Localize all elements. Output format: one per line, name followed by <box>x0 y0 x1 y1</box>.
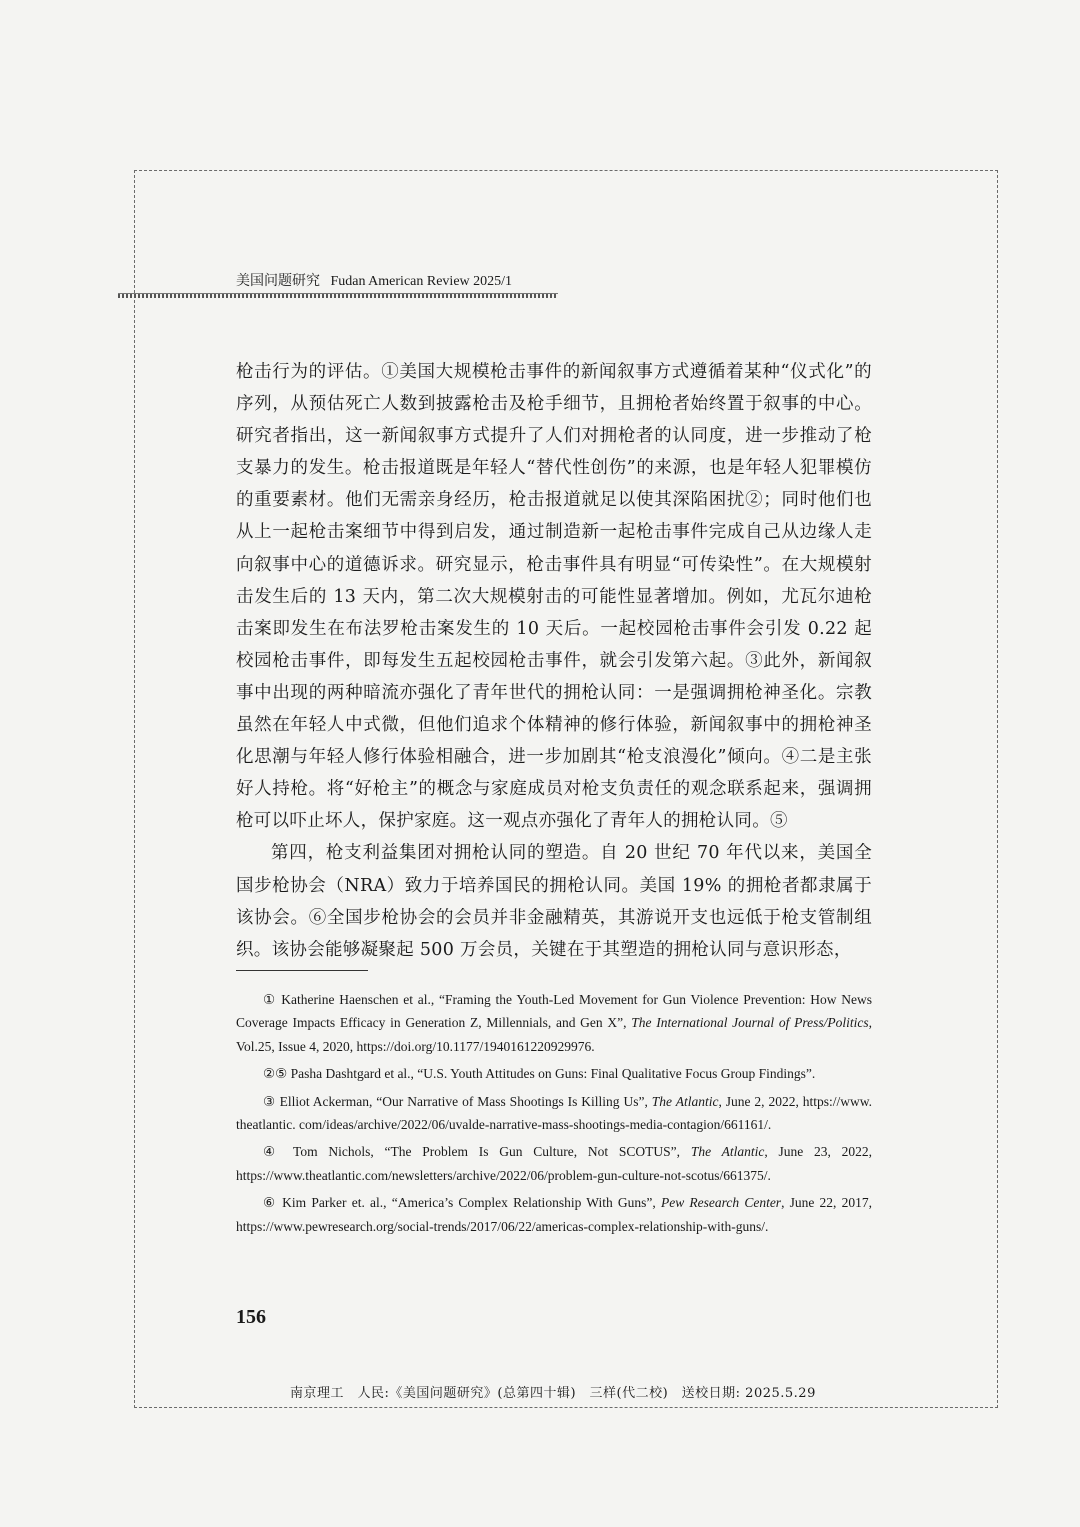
journal-name-cn: 美国问题研究 <box>236 273 320 289</box>
footnote-rule <box>236 970 368 971</box>
paragraph-2: 第四，枪支利益集团对拥枪认同的塑造。自 20 世纪 70 年代以来，美国全国步枪协会（NRA）致力于培养国民的拥枪认同。美国 19% 的拥枪者都隶属于该协会。⑥全国步枪协会的会员并非金融精英，其游说开支也远低于枪支管制组织。该协会能够凝聚起 500 万会员，关键在于其塑造的拥枪认同与意识形态， <box>236 843 872 960</box>
footnote-3: ③ Elliot Ackerman, “Our Narrative of Mass Shootings Is Killing Us”, The Atlantic, June 2, 2022, https://www. theatlantic. com/ideas/archive/2022/06/uvalde-narrative-mass-shootings-media-contagion/661161/. <box>236 1093 873 1133</box>
running-head <box>236 270 512 290</box>
proof-info-line: 南京理工 人民:《美国问题研究》(总第四十辑) 三样(代二校) 送校日期: 2025.5.29 <box>290 1386 816 1401</box>
footnotes <box>236 988 872 1242</box>
page-number: 156 <box>236 1306 266 1328</box>
footnote-4: ④ Tom Nichols, “The Problem Is Gun Culture, Not SCOTUS”, The Atlantic, June 23, 2022, https://www.theatlantic.com/newsletters/archive/2022/06/problem-gun-culture-not-scotus/661375/. <box>236 1144 873 1183</box>
journal-name-en: Fudan American Review 2025/1 <box>330 274 513 289</box>
footnote-1: ① Katherine Haenschen et al., “Framing the Youth-Led Movement for Gun Violence Prevention: How News Coverage Impacts Efficacy in Generation Z, Millennials, and Gen X”, The International Journal of Press/Politics, Vol.25, Issue 4, 2020, https://doi.org/10.1177/1940161220929976. <box>236 992 872 1054</box>
footnote-6: ⑥ Kim Parker et. al., “America’s Complex Relationship With Guns”, Pew Research Center, June 22, 2017, https://www.pewresearch.org/social-trends/2017/06/22/americas-complex-relationship-with-guns/. <box>236 1195 873 1234</box>
footnote-2-5: ②⑤ Pasha Dashtgard et al., “U.S. Youth Attitudes on Guns: Final Qualitative Focus Group Findings”. <box>263 1066 816 1082</box>
header-rule <box>118 293 558 298</box>
main-body-text <box>236 356 872 966</box>
paragraph-1: 枪击行为的评估。①美国大规模枪击事件的新闻叙事方式遵循着某种“仪式化”的序列，从预估死亡人数到披露枪击及枪手细节，且拥枪者始终置于叙事的中心。研究者指出，这一新闻叙事方式提升了人们对拥枪者的认同度，进一步推动了枪支暴力的发生。枪击报道既是年轻人“替代性创伤”的来源，也是年轻人犯罪模仿的重要素材。他们无需亲身经历，枪击报道就足以使其深陷困扰②；同时他们也从上一起枪击案细节中得到启发，通过制造新一起枪击事件完成自己从边缘人走向叙事中心的道德诉求。研究显示，枪击事件具有明显“可传染性”。在大规模射击发生后的 13 天内，第二次大规模射击的可能性显著增加。例如，尤瓦尔迪枪击案即发生在布法罗枪击案发生的 10 天后。一起校园枪击事件会引发 0.22 起校园枪击事件，即每发生五起校园枪击事件，就会引发第六起。③此外，新闻叙事中出现的两种暗流亦强化了青年世代的拥枪认同：一是强调拥枪神圣化。宗教虽然在年轻人中式微，但他们追求个体精神的修行体验，新闻叙事中的拥枪神圣化思潮与年轻人修行体验相融合，进一步加剧其“枪支浪漫化”倾向。④二是主张好人持枪。将“好枪主”的概念与家庭成员对枪支负责任的观念联系起来，强调拥枪可以吓止坏人，保护家庭。这一观点亦强化了青年人的拥枪认同。⑤ <box>236 362 872 832</box>
